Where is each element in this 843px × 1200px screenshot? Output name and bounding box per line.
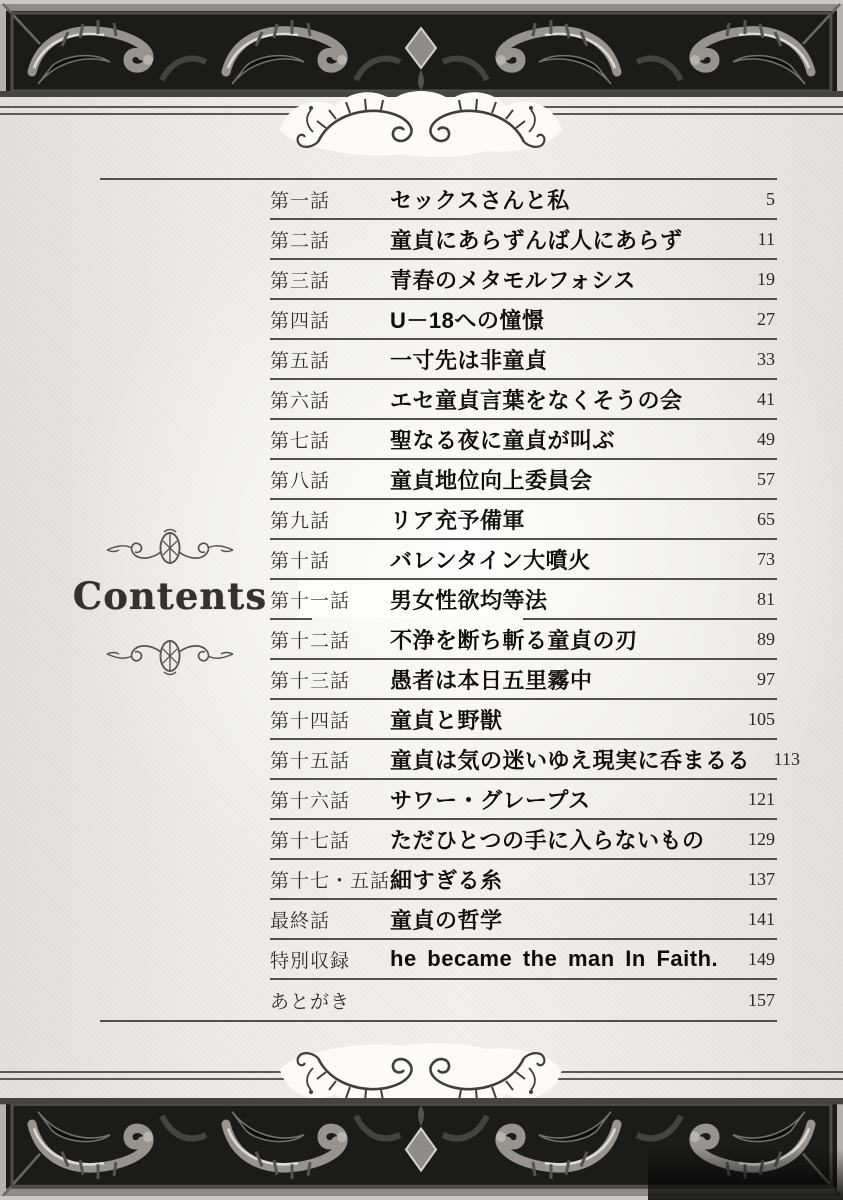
page-number: 73 xyxy=(757,548,775,569)
page-number: 97 xyxy=(757,668,775,689)
chapter-title: 童貞の哲学 xyxy=(390,907,503,933)
chapter-title: 愚者は本日五里霧中 xyxy=(390,667,593,693)
page-number: 65 xyxy=(757,508,775,529)
page-number: 137 xyxy=(748,868,775,889)
toc-row xyxy=(270,420,777,460)
toc-row xyxy=(270,940,777,980)
chapter-label: 第三話 xyxy=(270,270,331,292)
chapter-title: 不浄を断ち斬る童貞の刃 xyxy=(390,627,638,653)
toc-row xyxy=(270,540,777,580)
chapter-label: 第一話 xyxy=(270,190,331,212)
chapter-title: 細すぎる糸 xyxy=(390,867,503,893)
page-number: 113 xyxy=(773,748,801,769)
chapter-title: セックスさんと私 xyxy=(390,187,570,213)
chapter-label: 第二話 xyxy=(270,230,331,252)
chapter-label: 第十一話 xyxy=(270,590,351,612)
toc-table xyxy=(100,178,801,1022)
chapter-title: 青春のメタモルフォシス xyxy=(390,267,636,293)
chapter-title: 童貞地位向上委員会 xyxy=(390,467,593,493)
double-rule-bottom-right xyxy=(523,1071,843,1080)
chapter-label: 第九話 xyxy=(270,510,331,532)
chapter-title: リア充予備軍 xyxy=(390,507,526,533)
double-rule-top-left xyxy=(0,106,318,115)
chapter-title: U－18への憧憬 xyxy=(390,307,545,333)
chapter-label: 第十五話 xyxy=(270,750,351,772)
chapter-label: 最終話 xyxy=(270,910,331,932)
chapter-title: 聖なる夜に童貞が叫ぶ xyxy=(390,427,616,453)
toc-row xyxy=(270,620,777,660)
page-number: 49 xyxy=(757,428,775,449)
toc-row xyxy=(270,820,777,860)
toc-row xyxy=(270,660,777,700)
chapter-label: 第十四話 xyxy=(270,710,351,732)
page-number: 33 xyxy=(757,348,775,369)
page-number: 57 xyxy=(757,468,775,489)
toc-row xyxy=(270,860,777,900)
toc-row xyxy=(270,180,777,220)
chapter-label: 第八話 xyxy=(270,470,331,492)
chapter-label: 第六話 xyxy=(270,390,331,412)
chapter-title: エセ童貞言葉をなくそうの会 xyxy=(390,387,683,413)
chapter-label: 第五話 xyxy=(270,350,331,372)
chapter-title: バレンタイン大噴火 xyxy=(390,547,591,573)
chapter-label: 第四話 xyxy=(270,310,331,332)
toc-row xyxy=(270,740,801,780)
chapter-label: 第十七・五話 xyxy=(270,870,391,892)
page-number: 121 xyxy=(748,788,775,809)
page-number: 41 xyxy=(757,388,775,409)
double-rule-bottom-left xyxy=(0,1071,318,1080)
page-number: 11 xyxy=(757,228,775,249)
toc-row xyxy=(270,500,777,540)
toc-row xyxy=(270,460,777,500)
frame-shadow-corner xyxy=(648,1148,843,1200)
contents-heading: Contents xyxy=(72,574,268,618)
chapter-title: 童貞と野獣 xyxy=(390,707,503,733)
toc-row xyxy=(270,780,777,820)
page-number: 149 xyxy=(748,948,775,969)
page-number: 141 xyxy=(748,908,775,929)
chapter-label: 第十話 xyxy=(270,550,331,572)
page-number: 129 xyxy=(748,828,775,849)
chapter-label: 第十三話 xyxy=(270,670,351,692)
page-number: 89 xyxy=(757,628,775,649)
toc-row xyxy=(270,580,777,620)
toc-row xyxy=(270,300,777,340)
chapter-label: 第七話 xyxy=(270,430,331,452)
toc-row xyxy=(270,380,777,420)
chapter-label: 第十二話 xyxy=(270,630,351,652)
chapter-label: 特別収録 xyxy=(270,950,351,972)
chapter-label: 第十六話 xyxy=(270,790,351,812)
chapter-title: 童貞にあらずんば人にあらず xyxy=(390,227,683,253)
chapter-label: 第十七話 xyxy=(270,830,351,852)
toc-row xyxy=(270,340,777,380)
toc-row xyxy=(270,700,777,740)
chapter-title: 男女性欲均等法 xyxy=(390,587,548,613)
chapter-title: サワー・グレープス xyxy=(390,787,591,813)
toc-row xyxy=(270,220,777,260)
ornate-border-top-icon xyxy=(0,0,843,97)
toc-row xyxy=(270,980,777,1020)
page-number: 157 xyxy=(748,989,775,1010)
toc-row xyxy=(270,260,777,300)
chapter-title: ただひとつの手に入らないもの xyxy=(390,827,705,853)
chapter-title: 一寸先は非童貞 xyxy=(390,347,548,373)
page-number: 81 xyxy=(757,588,775,609)
page-number: 27 xyxy=(757,308,775,329)
page-number: 5 xyxy=(766,188,775,209)
toc-row xyxy=(270,900,777,940)
page-number: 19 xyxy=(757,268,775,289)
double-rule-top-right xyxy=(523,106,843,115)
chapter-label: あとがき xyxy=(270,991,351,1013)
scroll-flourish-top-icon xyxy=(280,84,562,162)
chapter-title: 童貞は気の迷いゆえ現実に呑まるる xyxy=(390,747,751,773)
chapter-title: he became the man In Faith. xyxy=(390,946,719,971)
page-number: 105 xyxy=(748,708,775,729)
